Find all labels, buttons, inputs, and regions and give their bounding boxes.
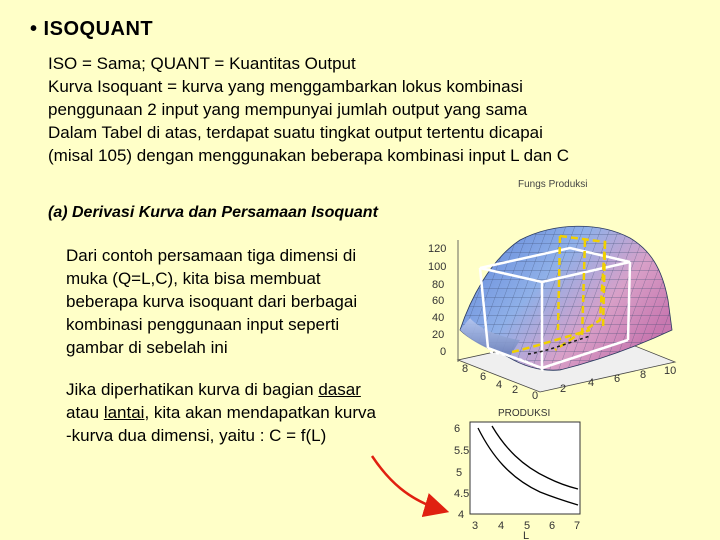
chart-y-tick: 5 — [456, 467, 463, 479]
body-line: gambar di sebelah ini — [66, 338, 228, 357]
intro-line: Kurva Isoquant = kurva yang menggambarkan lokus kombinasi — [48, 77, 523, 96]
body-text: atau — [66, 403, 104, 422]
chart-x-tick: 7 — [574, 520, 581, 532]
intro-line: penggunaan 2 input yang mempunyai jumlah output yang sama — [48, 100, 528, 119]
slide-title: • ISOQUANT — [30, 18, 154, 40]
surface-y-tick: 2 — [560, 383, 567, 395]
surface-y-tick: 6 — [614, 373, 621, 385]
surface-x-tick: 6 — [480, 371, 487, 383]
chart-x-tick: 6 — [549, 520, 556, 532]
body-line: Dari contoh persamaan tiga dimensi di — [66, 246, 357, 265]
z-tick: 120 — [428, 243, 447, 255]
body-text: , kita akan mendapatkan kurva — [144, 403, 376, 422]
surface-y-tick: 10 — [664, 365, 677, 377]
z-tick: 80 — [432, 279, 445, 291]
surface-x-tick: 4 — [496, 379, 503, 391]
chart-x-label: L — [523, 530, 530, 540]
underlined-word-lantai: lantai — [103, 403, 145, 422]
body-line: muka (Q=L,C), kita bisa membuat — [66, 269, 321, 288]
chart-y-tick: 6 — [454, 423, 461, 435]
underlined-word-dasar: dasar — [318, 380, 361, 399]
chart-y-tick: 4.5 — [454, 488, 470, 500]
isoquant-chart — [454, 408, 580, 540]
section-subheading: (a) Derivasi Kurva dan Persamaan Isoquant — [48, 204, 378, 221]
intro-line: (misal 105) dengan menggunakan beberapa kombinasi input L dan C — [48, 146, 570, 165]
body-line: -kurva dua dimensi, yaitu : C = f(L) — [66, 426, 327, 445]
z-tick: 100 — [428, 261, 447, 273]
chart-x-tick: 3 — [472, 520, 479, 532]
body-text: Jika diperhatikan kurva di bagian — [66, 380, 319, 399]
intro-line: ISO = Sama; QUANT = Kuantitas Output — [48, 54, 356, 73]
surface-y-tick: 8 — [640, 369, 647, 381]
surface-x-tick: 2 — [512, 384, 519, 396]
chart-x-tick: 4 — [498, 520, 505, 532]
red-arrow-icon — [372, 456, 442, 510]
chart-y-tick: 5.5 — [454, 445, 470, 457]
surface-y-tick: 4 — [588, 377, 595, 389]
z-tick: 40 — [432, 312, 445, 324]
chart-x-tick: 5 — [524, 520, 531, 532]
chart-y-tick: 4 — [458, 509, 465, 521]
surface-x-tick: 8 — [462, 363, 469, 375]
body-line: kombinasi penggunaan input seperti — [66, 315, 340, 334]
chart-title: PRODUKSI — [498, 408, 551, 419]
body-line: beberapa kurva isoquant dari berbagai — [66, 292, 358, 311]
intro-line: Dalam Tabel di atas, terdapat suatu tingkat output tertentu dicapai — [48, 123, 543, 142]
z-tick: 60 — [432, 295, 445, 307]
figure-caption: Fungs Produksi — [518, 179, 588, 190]
production-surface-figure — [428, 226, 676, 402]
z-tick: 20 — [432, 329, 445, 341]
surface-y-tick: 0 — [532, 390, 539, 402]
z-tick: 0 — [440, 346, 447, 358]
